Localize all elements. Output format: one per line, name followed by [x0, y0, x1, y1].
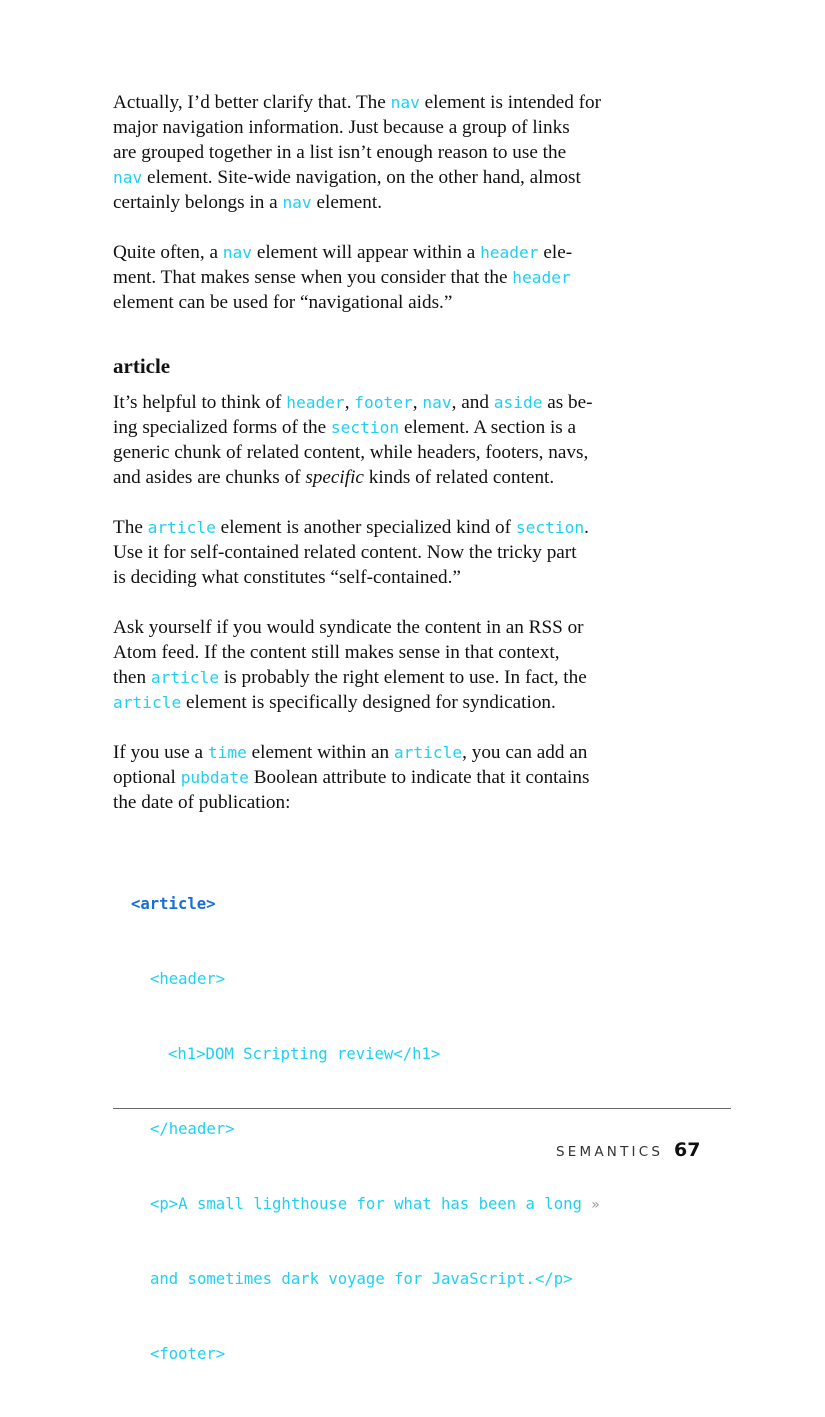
text: is probably the right element to use. In fact, the	[219, 667, 587, 688]
text: element is specifically designed for syndication.	[181, 692, 556, 713]
text-line	[113, 90, 673, 115]
inline-code: section	[330, 418, 400, 437]
paragraph-syndication	[113, 615, 673, 715]
text: ,	[412, 392, 423, 413]
text: ,	[344, 392, 355, 413]
text: ele-	[538, 242, 573, 263]
text-line: is deciding what constitutes “self-contained.”	[113, 567, 461, 588]
code-line: <article>	[131, 895, 216, 913]
text: element is another specialized kind of	[215, 517, 516, 538]
text-line	[113, 415, 673, 440]
text: ment. That makes sense when you consider that the	[113, 267, 513, 288]
inline-code: article	[150, 668, 220, 687]
text-line: major navigation information. Just because a group of links	[113, 117, 570, 138]
paragraph-article-element	[113, 515, 673, 590]
text: It’s helpful to think of	[113, 392, 287, 413]
inline-code: nav	[390, 93, 420, 112]
text: If you use a	[113, 742, 208, 763]
text-line: Use it for self-contained related content. Now the tricky part	[113, 542, 577, 563]
inline-code: nav	[113, 168, 143, 187]
paragraph-nav-in-header	[113, 240, 673, 315]
text-line: generic chunk of related content, while headers, footers, navs,	[113, 442, 589, 463]
text: element. Site-wide navigation, on the other hand, almost	[142, 167, 581, 188]
text-line	[113, 690, 673, 715]
code-example	[131, 842, 600, 1417]
text: Actually, I’d better clarify that. The	[113, 92, 391, 113]
text-line: Ask yourself if you would syndicate the content in an RSS or	[113, 617, 584, 638]
text-line: Atom feed. If the content still makes sense in that context,	[113, 642, 560, 663]
text-line	[113, 665, 673, 690]
text-line	[113, 765, 673, 790]
inline-code: nav	[282, 193, 312, 212]
text: Boolean attribute to indicate that it contains	[248, 767, 590, 788]
text: .	[584, 517, 589, 538]
text-line	[113, 515, 673, 540]
text: element within an	[246, 742, 394, 763]
text: element.	[311, 192, 383, 213]
text-line	[113, 265, 673, 290]
text-line	[113, 390, 673, 415]
code-line: <h1>DOM Scripting review</h1>	[168, 1045, 441, 1063]
text-line	[113, 190, 673, 215]
footer-divider	[113, 1108, 731, 1109]
paragraph-specialized-sections	[113, 390, 673, 490]
paragraph-nav-clarification	[113, 90, 673, 215]
text-line	[113, 165, 673, 190]
text-line	[113, 740, 673, 765]
code-line: <footer>	[150, 1345, 226, 1363]
text: element is intended for	[419, 92, 601, 113]
line-continuation-icon: »	[591, 1197, 600, 1213]
inline-code: time	[207, 743, 247, 762]
text: , and	[451, 392, 494, 413]
running-footer-section: SEMANTICS	[556, 1144, 664, 1160]
inline-code: article	[113, 693, 182, 712]
text: certainly belongs in a	[113, 192, 283, 213]
inline-code: article	[147, 518, 216, 537]
code-line: and sometimes dark voyage for JavaScript.</p>	[150, 1270, 573, 1288]
inline-code: footer	[354, 393, 413, 412]
code-line: <header>	[150, 970, 226, 988]
emphasis: specific	[305, 467, 364, 488]
text: and asides are chunks of	[113, 467, 306, 488]
inline-code: section	[515, 518, 585, 537]
inline-code: header	[512, 268, 571, 287]
text: optional	[113, 767, 181, 788]
text: then	[113, 667, 151, 688]
code-line	[131, 1192, 600, 1217]
text-line	[113, 240, 673, 265]
text: ing specialized forms of the	[113, 417, 331, 438]
text: element will appear within a	[252, 242, 481, 263]
code-line: </header>	[150, 1120, 235, 1138]
text: kinds of related content.	[363, 467, 555, 488]
paragraph-pubdate	[113, 740, 673, 815]
inline-code: aside	[493, 393, 543, 412]
code-text: <p>A small lighthouse for what has been a long	[150, 1195, 582, 1213]
text: The	[113, 517, 148, 538]
inline-code: article	[393, 743, 463, 762]
text: as be-	[542, 392, 593, 413]
section-heading: article	[113, 354, 171, 378]
text-line: the date of publication:	[113, 792, 291, 813]
inline-code: nav	[422, 393, 452, 412]
inline-code: nav	[222, 243, 253, 262]
text: Quite often, a	[113, 242, 223, 263]
page-number: 67	[674, 1139, 701, 1161]
text: element. A section is a	[399, 417, 577, 438]
text-line: are grouped together in a list isn’t enough reason to use the	[113, 142, 567, 163]
text-line: element can be used for “navigational aids.”	[113, 292, 453, 313]
text-line	[113, 465, 673, 490]
inline-code: header	[480, 243, 539, 262]
inline-code: header	[286, 393, 345, 412]
inline-code: pubdate	[180, 768, 249, 787]
text: , you can add an	[462, 742, 588, 763]
